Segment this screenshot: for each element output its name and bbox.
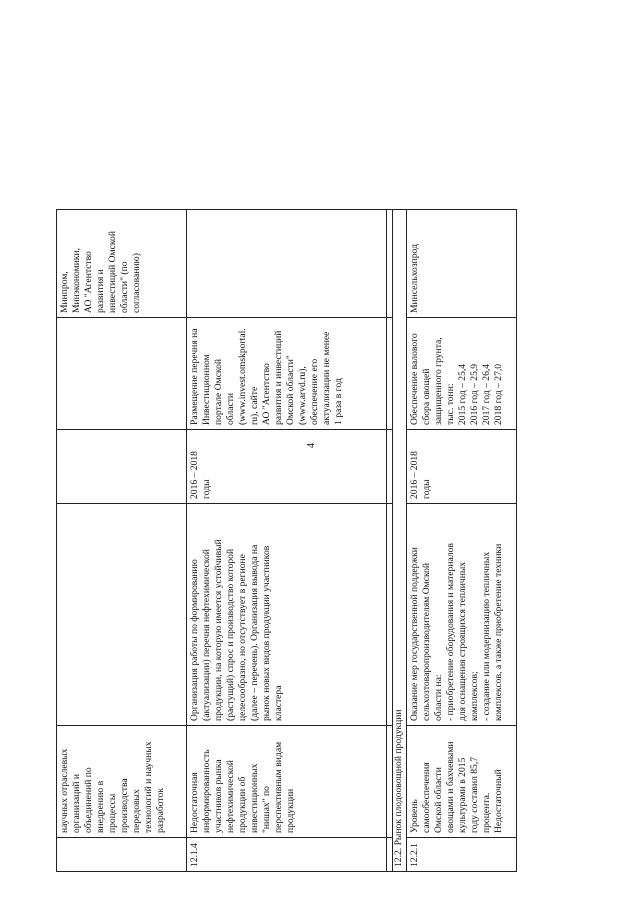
text-line: информированность: [201, 749, 212, 833]
result-cell: [187, 318, 387, 430]
text-line: Минэкономики,: [71, 247, 82, 313]
text-line: году составил 85,7: [469, 756, 480, 833]
text-line: годы: [421, 479, 432, 499]
text-line: - создание или модернизацию тепличных: [481, 551, 492, 721]
measure-cell: [407, 504, 517, 726]
problem-cell: [187, 726, 387, 838]
text-line: для оснащения строящихся тепличных: [457, 561, 468, 721]
text-line: ru), сайте: [249, 386, 260, 425]
text-line: сбора овощей: [421, 368, 432, 425]
text-line: согласованию): [131, 253, 142, 313]
section-row: [393, 210, 407, 872]
text-line: (далее – перечень). Организация вывода на: [249, 544, 260, 721]
text-line: Обеспечение валового: [409, 333, 420, 425]
text-line: перспективным видам: [273, 741, 284, 833]
text-line: научных отраслевых: [59, 748, 70, 833]
text-line: организаций и: [71, 773, 82, 833]
text-line: процента.: [481, 792, 492, 833]
code-cell: 12.1.4: [187, 838, 387, 872]
text-line: инвестиционных: [249, 763, 260, 833]
text-line: тыс. тонн:: [445, 383, 456, 425]
text-line: 2018 год – 27,0: [493, 363, 504, 425]
text-line: Организация работы по формированию: [189, 559, 200, 721]
problem-cell: [407, 726, 517, 838]
text-line: Уровень: [409, 799, 420, 833]
text-line: (www.arvd.ru),: [297, 366, 308, 425]
text-line: продукции об: [237, 776, 248, 833]
code-cell: 12.2.1: [407, 838, 517, 872]
problem-cell: [57, 726, 187, 838]
text-line: технологий и научных: [143, 741, 154, 833]
text-line: (растущий) спрос и производство которой: [225, 548, 236, 721]
text-line: Недостаточная: [189, 772, 200, 833]
measure-cell: [187, 504, 387, 726]
text-line: самообеспечения: [421, 762, 432, 833]
text-line: портале Омской: [213, 358, 224, 425]
text-line: развития и инвестиций: [273, 330, 284, 425]
text-line: комплексов;: [469, 671, 480, 721]
executor-cell: [187, 210, 387, 318]
text-line: целесообразно, но отсутствует в регионе: [237, 554, 248, 721]
text-line: инвестиций Омской: [107, 231, 118, 313]
text-line: защищенного грунта,: [433, 337, 444, 425]
text-line: внедрению в: [95, 780, 106, 833]
text-line: АО "Агентство: [83, 251, 94, 313]
text-line: обеспечение его: [309, 358, 320, 425]
table-row-continuation: [57, 210, 187, 872]
text-line: овощами и бахчевыми: [445, 741, 456, 833]
text-line: сельхозтоваропроизводителям Омской: [421, 562, 432, 721]
executor-cell: [57, 210, 187, 318]
text-line: процессы: [107, 793, 118, 833]
measures-table: [56, 209, 517, 872]
text-line: продукции, на которую имеется устойчивый: [213, 539, 224, 721]
text-line: Инвестиционном: [201, 354, 212, 425]
executor-cell: [407, 210, 517, 318]
text-line: - приобретение оборудования и материалов: [445, 543, 456, 721]
table-row-12-2-1: [407, 210, 517, 872]
text-line: АО "Агентство: [261, 363, 272, 425]
text-line: 2017 год – 26,4: [481, 363, 492, 425]
text-line: области на:: [433, 674, 444, 721]
text-line: комплексов, а также приобретение техники: [493, 543, 504, 721]
text-line: рынок новых видов продукции участников: [261, 545, 272, 721]
rotated-table-page: [56, 210, 517, 872]
text-line: "нишах" по: [261, 786, 272, 833]
section-heading: 12.2. Рынок плодоовощной продукции: [393, 210, 407, 872]
text-line: 2016 – 2018: [189, 451, 200, 499]
text-line: 2016 год – 25,9: [469, 363, 480, 425]
table-row-12-1-4: [187, 210, 387, 872]
text-line: продукции: [285, 788, 296, 833]
text-line: кластера: [273, 685, 284, 721]
text-line: Омской области": [285, 355, 296, 425]
text-line: (www.invest.omskportal.: [237, 328, 248, 425]
text-line: участников рынка: [213, 759, 224, 833]
text-line: передовых: [131, 789, 142, 833]
text-line: 2015 год – 25,4: [457, 363, 468, 425]
text-line: актуализации не менее: [321, 331, 332, 425]
text-line: объединений по: [83, 767, 94, 833]
text-line: области: [225, 392, 236, 425]
text-line: Размещение перечня на: [189, 328, 200, 425]
text-line: Омской области: [433, 767, 444, 833]
text-line: области" (по: [119, 261, 130, 313]
result-cell: [407, 318, 517, 430]
text-line: производства: [119, 778, 130, 833]
text-line: (актуализации) перечня нефтехимической: [201, 549, 212, 721]
page-number: 4: [306, 443, 317, 448]
text-line: разработок: [155, 788, 166, 833]
text-line: культурами в 2015: [457, 757, 468, 833]
term-cell: [187, 430, 387, 504]
measure-cell: [57, 504, 187, 726]
text-line: Недостаточный: [493, 769, 504, 833]
text-line: 2016 – 2018: [409, 451, 420, 499]
text-line: Оказание мер государственной поддержки: [409, 547, 420, 721]
text-line: развития и: [95, 269, 106, 313]
term-cell: [57, 430, 187, 504]
result-cell: [57, 318, 187, 430]
text-line: нефтехимической: [225, 760, 236, 833]
text-line: Минсельхозпрод: [409, 244, 420, 313]
code-cell: [57, 838, 187, 872]
term-cell: [407, 430, 517, 504]
text-line: годы: [201, 479, 212, 499]
text-line: 1 раза в год: [333, 378, 344, 425]
text-line: Минпром,: [59, 271, 70, 313]
